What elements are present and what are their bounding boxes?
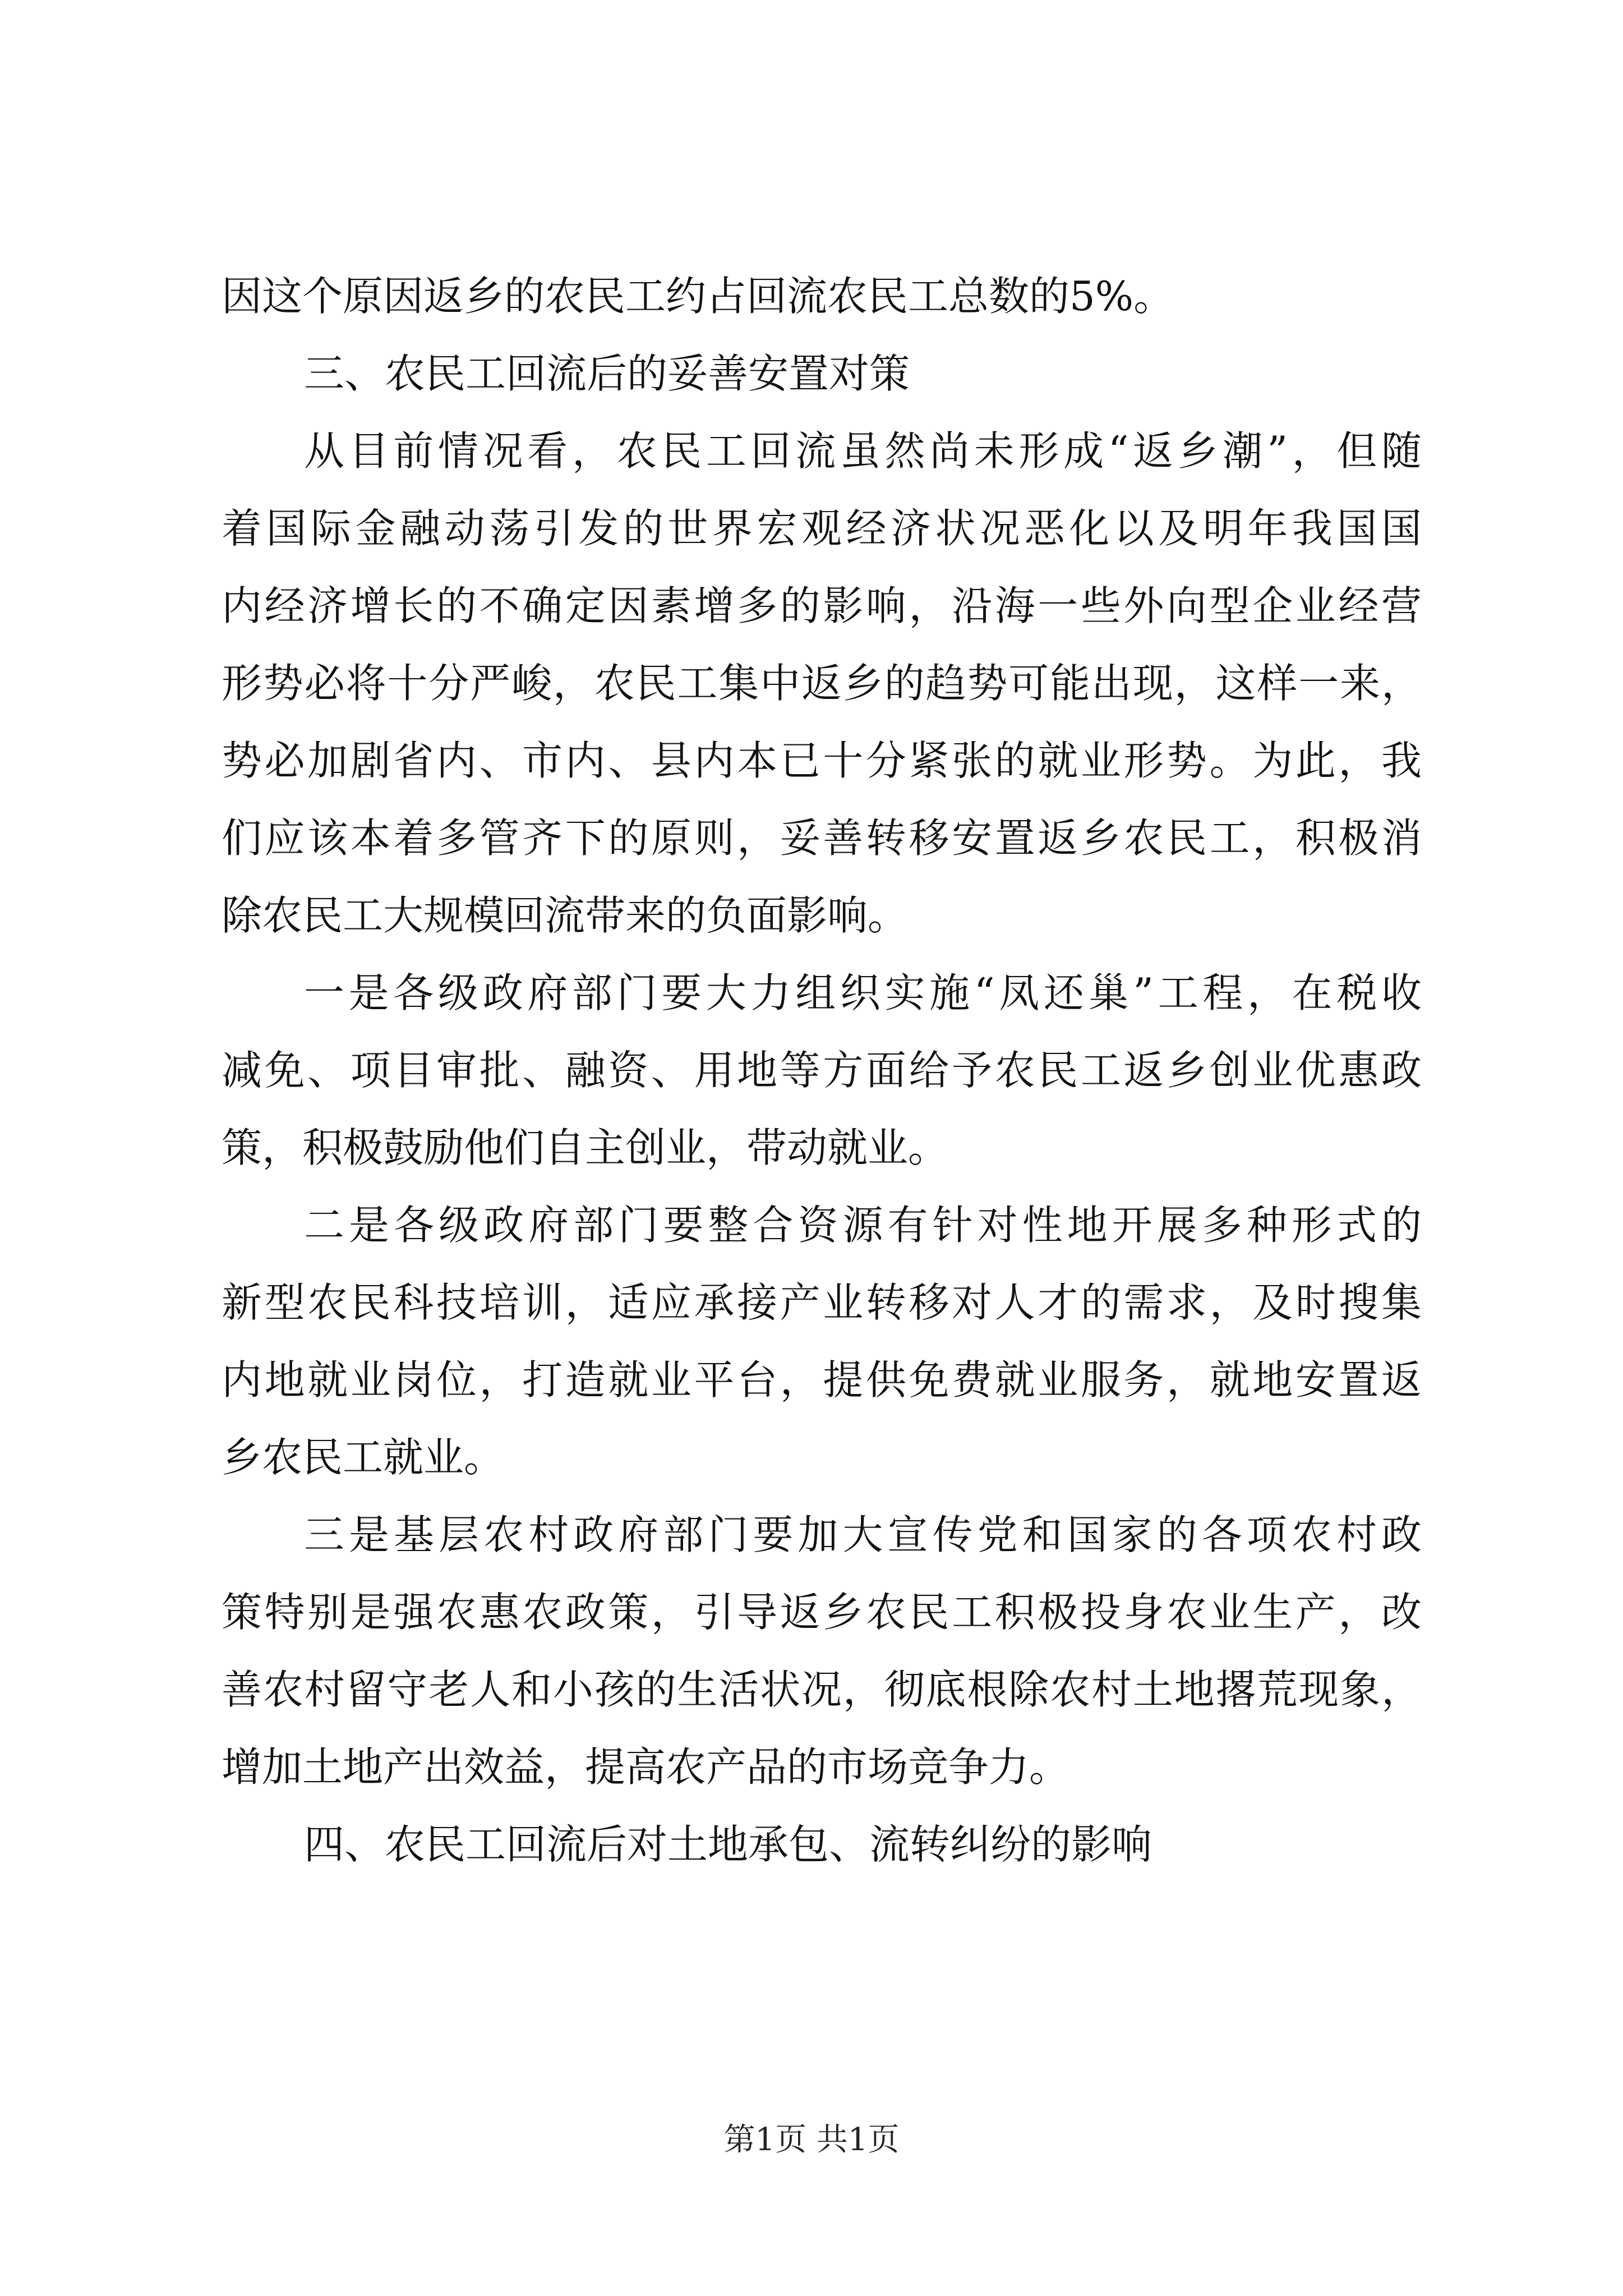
paragraph-line: 策，积极鼓励他们自主创业，带动就业。	[222, 1124, 949, 1171]
paragraph-line: 内地就业岗位，打造就业平台，提供免费就业服务，就地安置返	[222, 1356, 1422, 1404]
paragraph-line: 善农村留守老人和小孩的生活状况，彻底根除农村土地撂荒现象，	[222, 1666, 1422, 1713]
section-heading: 四、农民工回流后对土地承包、流转纠纷的影响	[304, 1821, 1152, 1868]
section-heading: 三、农民工回流后的妥善安置对策	[304, 350, 910, 397]
paragraph-line: 策特别是强农惠农政策，引导返乡农民工积极投身农业生产，改	[222, 1589, 1422, 1636]
paragraph-line: 三是基层农村政府部门要加大宣传党和国家的各项农村政	[304, 1511, 1422, 1558]
paragraph-line: 们应该本着多管齐下的原则，妥善转移安置返乡农民工，积极消	[222, 815, 1422, 862]
paragraph-line: 因这个原因返乡的农民工约占回流农民工总数的5%。	[222, 273, 1174, 320]
paragraph-line: 内经济增长的不确定因素增多的影响，沿海一些外向型企业经营	[222, 582, 1422, 629]
paragraph-line: 减免、项目审批、融资、用地等方面给予农民工返乡创业优惠政	[222, 1047, 1422, 1094]
paragraph-line: 二是各级政府部门要整合资源有针对性地开展多种形式的	[304, 1202, 1422, 1249]
paragraph-line: 从目前情况看，农民工回流虽然尚未形成“返乡潮”，但随	[304, 427, 1422, 475]
page-footer: 第1页 共1页	[723, 2122, 900, 2158]
paragraph-line: 着国际金融动荡引发的世界宏观经济状况恶化以及明年我国国	[222, 505, 1422, 552]
paragraph-line: 一是各级政府部门要大力组织实施“凤还巢”工程，在税收	[304, 969, 1422, 1016]
paragraph-line: 除农民工大规模回流带来的负面影响。	[222, 892, 909, 939]
paragraph-line: 乡农民工就业。	[222, 1434, 505, 1481]
paragraph-line: 新型农民科技培训，适应承接产业转移对人才的需求，及时搜集	[222, 1279, 1422, 1326]
paragraph-line: 增加土地产出效益，提高农产品的市场竞争力。	[222, 1743, 1070, 1791]
paragraph-line: 形势必将十分严峻，农民工集中返乡的趋势可能出现，这样一来，	[222, 660, 1422, 707]
paragraph-line: 势必加剧省内、市内、县内本已十分紧张的就业形势。为此，我	[222, 737, 1422, 784]
